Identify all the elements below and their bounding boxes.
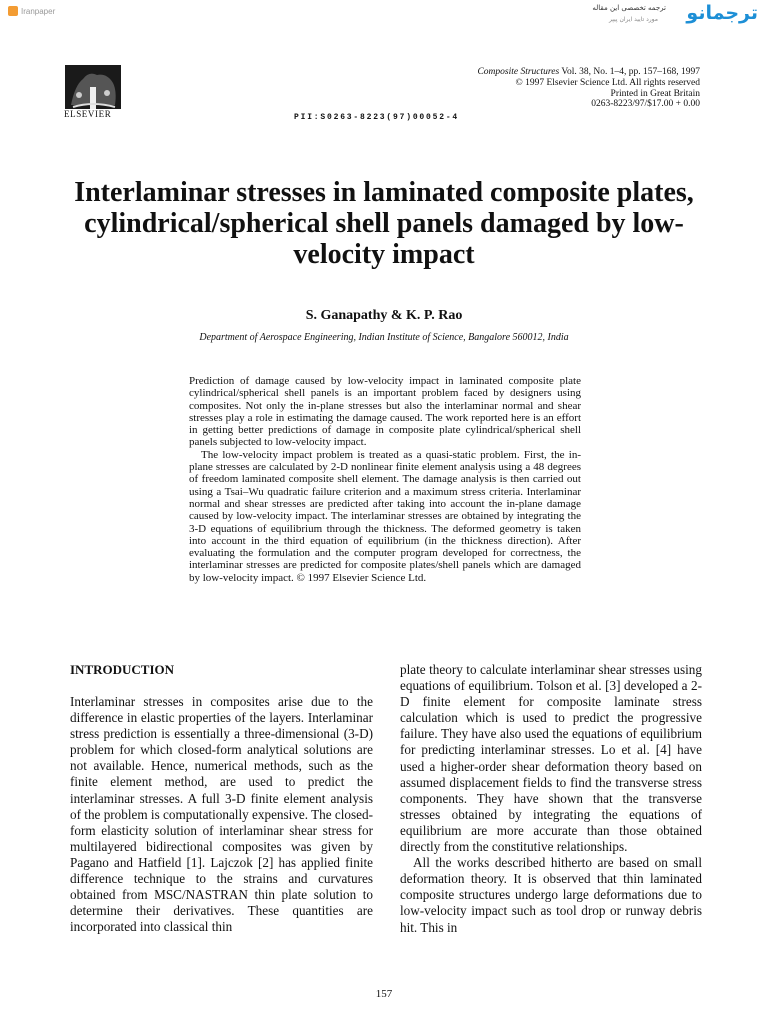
elsevier-logo-label: ELSEVIER <box>64 109 112 119</box>
abstract-paragraph-1: Prediction of damage caused by low-velocity impact in laminated composite plate cylindrical/spherical shell panels is an important problem faced by designers using composites. Not only the in-plane stresses but also the interlaminar normal and shear stresses play a role in estimating the damage caused. The work reported here is an effort in getting better predictions of damage in composite plate cylindrical/spherical shell panels subjected to low-velocity impact. <box>189 375 581 449</box>
author-affiliation: Department of Aerospace Engineering, Indian Institute of Science, Bangalore 560012, India <box>199 332 569 343</box>
journal-info <box>477 67 700 110</box>
abstract-paragraph-2: The low-velocity impact problem is treated as a quasi-static problem. First, the in-plane stresses are calculated by 2-D nonlinear finite element analysis using a 48 degrees of freedom laminated composite shell element. The damage analysis is then carried out using a Tsai–Wu quadratic failure criterion and a maximum stress criteria. Interlaminar normal and shear stresses are predicted after taking into account the in-plane damage caused by low-velocity impact. The interlaminar stresses are obtained by integrating the 3-D equations of equilibrium through the thickness. The deformed geometry is taken into account in the third equation of equilibrium (in the thickness direction). After evaluating the formulation and the computer program developed for correctness, the interlaminar stresses are predicted for composite plates/shell panels which are damaged by low-velocity impact. © 1997 Elsevier Science Ltd. <box>189 448 581 584</box>
article-title: Interlaminar stresses in laminated composite plates, cylindrical/spherical shell panels damaged by low-velocity impact <box>74 177 694 270</box>
translation-watermark-line1: ترجمه تخصصی این مقاله <box>592 4 666 12</box>
pii-code: PII:S0263-8223(97)00052-4 <box>294 113 460 122</box>
iranpaper-watermark <box>8 6 55 16</box>
iranpaper-label: Iranpaper <box>21 6 56 16</box>
translation-watermark <box>588 2 758 26</box>
abstract <box>189 375 581 584</box>
article-authors: S. Ganapathy & K. P. Rao <box>305 308 463 323</box>
body-paragraph: plate theory to calculate interlaminar shear stresses using equations of equilibrium. Tolson et al. [3] developed a 2-D finite element for composite laminate stress calculation which is used to predict the progressive failure. They have also used the equations of equilibrium for predicting interlaminar stresses. Lo et al. [4] have used a higher-order shear deformation theory based on assumed displacement fields to find the transverse stress components. They have shown that the transverse stresses obtained by integrating the equations of equilibrium are more accurate than those obtained directly from the constitutive relationships. <box>400 662 702 855</box>
journal-copyright: © 1997 Elsevier Science Ltd. All rights reserved <box>515 77 700 88</box>
translation-brand-logo: ترجمانو <box>686 2 758 24</box>
journal-citation: Vol. 38, No. 1–4, pp. 157–168, 1997 <box>559 67 700 77</box>
translation-watermark-line2: مورد تایید ایران پیپر <box>608 16 658 23</box>
body-column-right <box>400 662 702 936</box>
journal-price: 0263-8223/97/$17.00 + 0.00 <box>591 99 700 110</box>
page-number: 157 <box>375 988 393 1000</box>
journal-printed: Printed in Great Britain <box>610 88 700 99</box>
journal-citation-line <box>477 67 700 78</box>
body-column-left: Interlaminar stresses in composites arise due to the difference in elastic properties of the layers. Interlaminar stress prediction is essentially a three-dimensional (3-D) problem for which closed-form analytical solutions are not available. Hence, numerical methods, such as the finite element method, are used to predict the interlaminar stresses. A full 3-D finite element analysis of the problem is computationally expensive. The closed-form elasticity solution of interlaminar shear stress for multilayered bidirectional composites was given by Pagano and Hatfield [1]. Lajczok [2] has applied finite difference technique to the strains and curvatures obtained from MSC/NASTRAN thin plate solution to determine their derivatives. These quantities are incorporated into classical thin <box>70 694 373 935</box>
journal-name: Composite Structures <box>477 67 560 77</box>
introduction-heading: INTRODUCTION <box>70 662 175 677</box>
iranpaper-logo-icon <box>8 6 18 16</box>
body-paragraph: All the works described hitherto are based on small deformation theory. It is observed that thin laminated composite structures undergo large deformations due to low-velocity impact such as tool drop or runway debris hit. This in <box>400 855 702 935</box>
